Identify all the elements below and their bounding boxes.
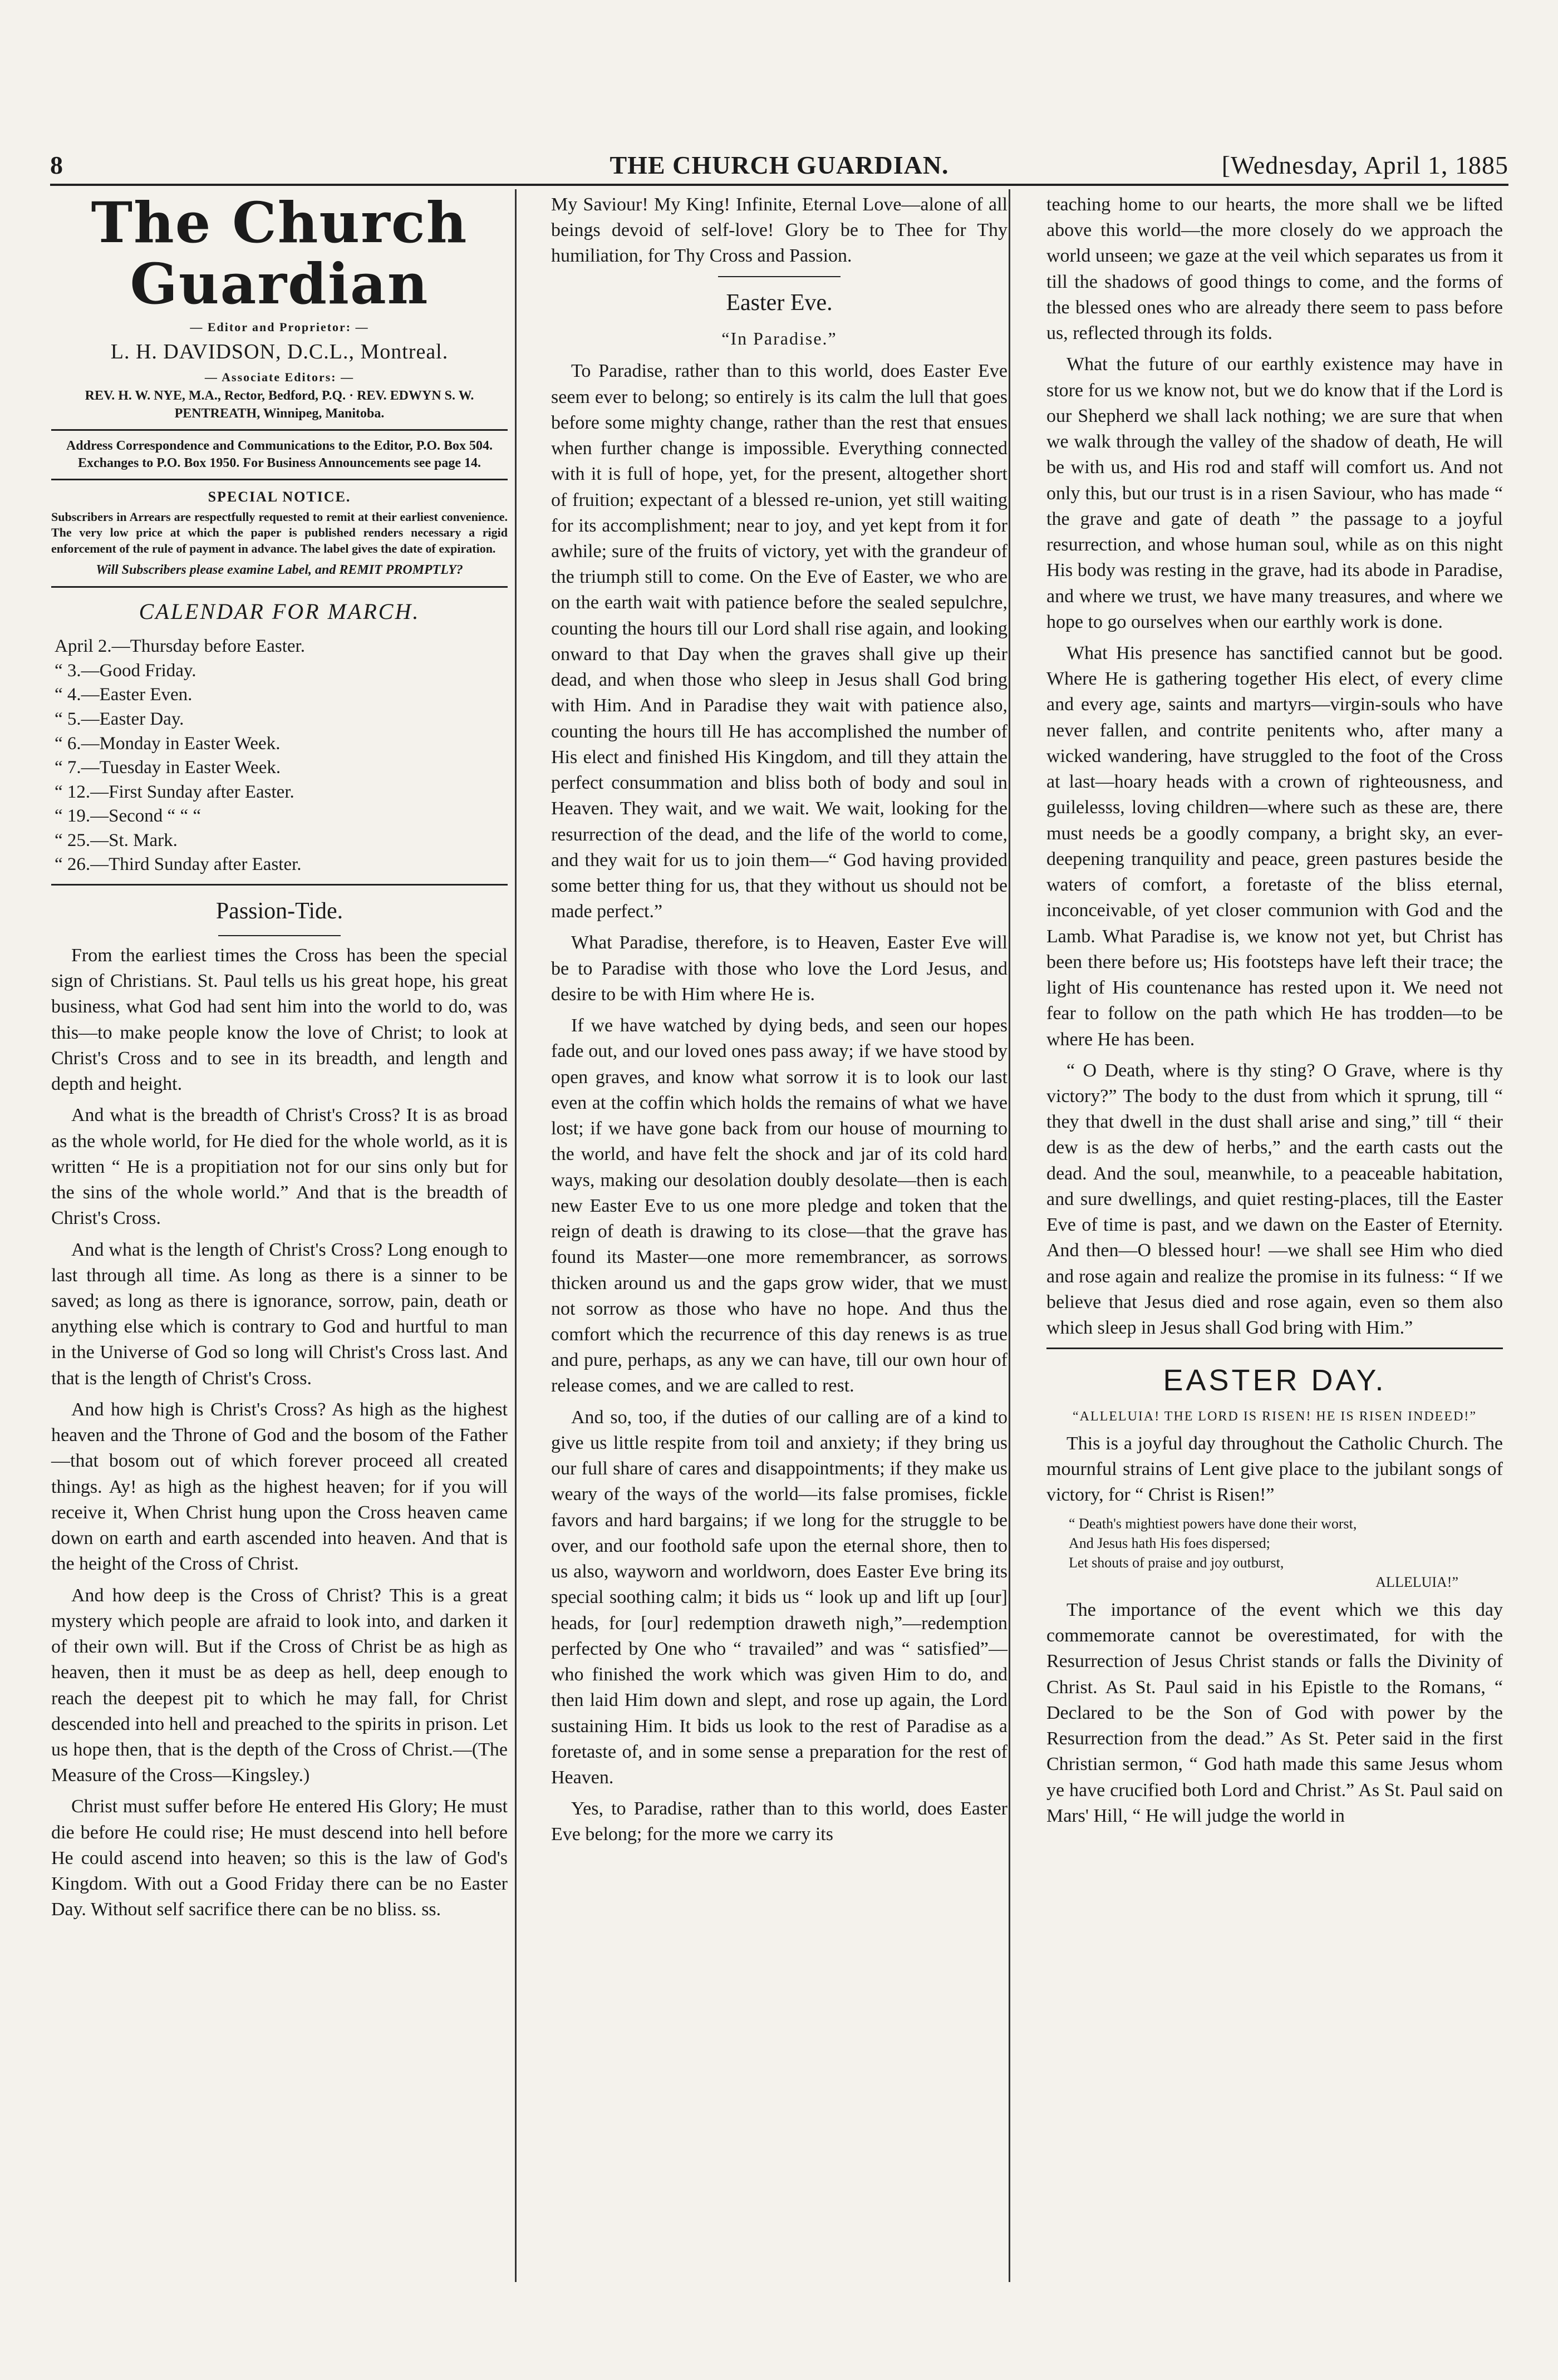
calendar-item: “ 26.—Third Sunday after Easter. <box>55 854 302 875</box>
column-1 <box>51 192 508 1929</box>
article-paragraph: And how high is Christ's Cross? As high as the highest heaven and the Throne of God and the bosom of the Father—that bosom out of which forever proceed all created things. Ay! as high as the highest heaven; for if you will receive it, When Christ hung upon the Cross heaven came down on earth and earth ascended into heaven. And that is the height of the Cross of Christ. <box>51 1399 508 1575</box>
calendar-item: “ 12.—First Sunday after Easter. <box>55 781 294 802</box>
calendar-item: April 2.—Thursday before Easter. <box>55 636 305 657</box>
calendar-item: “ 7.—Tuesday in Easter Week. <box>55 758 281 778</box>
article-paragraph: Yes, to Paradise, rather than to this world, does Easter Eve belong; for the more we carry its <box>551 1798 1007 1845</box>
poem-line: “ Death's mightiest powers have done their worst, <box>1069 1515 1357 1532</box>
article-paragraph: What the future of our earthly existence may have in store for us we know not, but we do know that if the Lord is our Shepherd we shall lack nothing; we are sure that when we walk through the valley of the shadow of death, He will be with us, and His rod and staff will comfort us. And not only this, but our trust is in a risen Saviour, who has made “ the grave and gate of death ” the passage to a joyful resurrection, and whose human soul, while as on this night His body was resting in the grave, had its abode in Paradise, and where we trust, we have many treasures, and where we hope to go ourselves when our earthly work is done. <box>1046 354 1503 632</box>
column-2 <box>551 192 1007 1853</box>
divider <box>1046 1348 1503 1349</box>
poem-line: And Jesus hath His foes dispersed; <box>1069 1535 1270 1551</box>
article-paragraph: From the earliest times the Cross has been the special sign of Christians. St. Paul tells us his great hope, his great business, what God had sent him into the world to do, was this—to make people know the love of Christ; to look at Christ's Cross and to see in its breadth, and length and depth and height. <box>51 945 508 1095</box>
special-notice: Subscribers in Arrears are respectfully requested to remit at their earliest convenience. The very low price at which the paper is published renders necessary a rigid enforcement of the rule of payment in advance. The label gives the date of expiration. <box>51 509 508 555</box>
poem <box>1069 1514 1503 1592</box>
article-paragraph: What Paradise, therefore, is to Heaven, Easter Eve will be to Paradise with those who love the Lord Jesus, and desire to be with Him where He is. <box>551 932 1007 1005</box>
divider <box>51 586 508 588</box>
article-paragraph: Christ must suffer before He entered His Glory; He must die before He could rise; He must descend into hell before He could ascend into heaven; so this is the law of God's Kingdom. With out a Good Friday there can be no Easter Day. Without self sacrifice there can be no bliss. ss. <box>51 1796 508 1920</box>
passion-tide-title: Passion-Tide. <box>215 898 343 924</box>
poem-line: Let shouts of praise and joy outburst, <box>1069 1554 1284 1571</box>
column-divider <box>1009 189 1010 2282</box>
divider <box>218 935 341 936</box>
associate-line: — Associate Editors: — <box>204 370 355 384</box>
article-paragraph: What His presence has sanctified cannot but be good. Where He is gathering together His elect, of every clime and every age, saints and martyrs—virgin-souls who have never fallen, and contrite penitents who, after many a wicked wandering, have struggled to the foot of the Cross at last—hoary heads with a crown of righteousness, and guilelesss, loving children—where such as these are, there must needs be a goodly company, a bright sky, an ever-deepening tranquility and peace, green pastures beside the waters of comfort, a foretaste of the bliss eternal, inconceivable, of yet closer communion with God and the Lamb. What Paradise is, we know not yet, but Christ has been there before us; His footsteps have left their trace; the light of His countenance has rested upon it. We need not fear to follow on the path which He has trodden—to be where He has been. <box>1046 642 1503 1050</box>
article-paragraph: “ O Death, where is thy sting? O Grave, where is thy victory?” The body to the dust from which it sprung, till “ they that dwell in the dust shall arise and sing,” till “ their dew is as the dew of herbs,” and the earth casts out the dead. And the soul, meanwhile, to a peaceable habitation, and sure dwellings, and quiet resting-places, till the Easter Eve of time is past, and we dawn on the Easter of Eternity. And then—O blessed hour! —we shall see Him who died and rose again and realize the promise in its fulness: “ If we believe that Jesus died and rose again, even so them also which sleep in Jesus shall God bring with Him.” <box>1046 1060 1503 1339</box>
poem-line: ALLELUIA!” <box>1375 1573 1458 1590</box>
article-paragraph: teaching home to our hearts, the more shall we be lifted above this world—the more closely do we approach the world unseen; we gaze at the veil which separates us from it till the shadows of good things to come, and the forms of the blessed ones who are already there seem to pass before us, reflected through its folds. <box>1046 194 1503 344</box>
editor-name: L. H. DAVIDSON, D.C.L., Montreal. <box>110 340 449 363</box>
address-notice: Address Correspondence and Communications to the Editor, P.O. Box 504. Exchanges to P.O. Box 1950. For Business Announcements see page 14. <box>66 438 493 471</box>
calendar-list <box>51 635 508 877</box>
divider <box>51 884 508 886</box>
calendar-title: CALENDAR FOR MARCH. <box>139 599 420 624</box>
page-header <box>50 150 1508 195</box>
calendar-item: “ 25.—St. Mark. <box>55 830 178 850</box>
easter-day-subtitle: “ALLELUIA! THE LORD IS RISEN! HE IS RISEN INDEED!” <box>1072 1409 1477 1424</box>
page-number: 8 <box>50 151 63 179</box>
article-paragraph: The importance of the event which we this day commemorate cannot be overestimated, for with the Resurrection of Jesus Christ stands or falls the Divinity of Christ. As St. Paul said in his Epistle to the Romans, “ Declared to be the Son of God with power by the Resurrection from the dead.” As St. Peter said in the first Christian sermon, “ God hath made this same Jesus whom ye have crucified both Lord and Christ.” As St. Paul said on Mars' Hill, “ He will judge the world in <box>1046 1600 1503 1826</box>
article-paragraph: And how deep is the Cross of Christ? This is a great mystery which people are afraid to look into, and darken it of their own will. But if the Cross of Christ be as high as heaven, then it must be as deep as hell, deep enough to reach the deepest pit to which he may fall, for Christ descended into hell and preached to the spirits in prison. Let us hope then, that is the depth of the Cross of Christ.—(The Measure of the Cross—Kingsley.) <box>51 1585 508 1786</box>
article-paragraph: To Paradise, rather than to this world, does Easter Eve seem ever to belong; so entirely is its calm the lull that goes before some mighty change, rather than the rest that ensues when further change is impossible. Everything connected with it is full of hope, yet, for the present, altogether short of fruition; expectant of a blessed re-union, yet still waiting for its accomplishment; near to joy, and yet kept from it for awhile; sure of the fruits of victory, yet with the grandeur of the triumph still to come. On the Eve of Easter, we who are on the earth wait with patience before the sealed sepulchre, counting the hours till our Lord shall rise again, and looking onward to that Day when the graves shall give up their dead, and when those who sleep in Jesus shall God bring with Him. And in Paradise they wait with patience also, counting the hours till He has accomplished the number of His elect and finished His Kingdom, and till they attain the perfect consummation and bliss both of body and soul in Heaven. They wait, and we wait. We wait, looking for the resurrection of the dead, and the life of the world to come, and they wait for us to join them—“ God having provided some better thing for us, that they without us should not be made perfect.” <box>551 361 1007 922</box>
article-paragraph: This is a joyful day throughout the Catholic Church. The mournful strains of Lent give place to the jubilant songs of victory, for “ Christ is Risen!” <box>1046 1433 1503 1506</box>
calendar-item: “ 5.—Easter Day. <box>55 709 184 730</box>
divider <box>51 479 508 480</box>
masthead-title: The Church Guardian <box>91 190 468 317</box>
calendar-item: “ 6.—Monday in Easter Week. <box>55 733 281 754</box>
associate-editors: REV. H. W. NYE, M.A., Rector, Bedford, P.Q. · REV. EDWYN S. W. PENTREATH, Winnipeg, Manitoba. <box>85 389 474 421</box>
newspaper-title: THE CHURCH GUARDIAN. <box>610 151 949 179</box>
easter-eve-title: Easter Eve. <box>726 289 833 316</box>
article-paragraph: And what is the breadth of Christ's Cross? It is as broad as the whole world, for He died for the whole world, as it is written “ He is a propitiation not for our sins only but for the sins of the whole world.” And that is the breadth of Christ's Cross. <box>51 1105 508 1229</box>
column-divider <box>515 189 517 2282</box>
divider <box>51 429 508 431</box>
calendar-item: “ 19.—Second “ “ “ <box>55 806 201 827</box>
special-notice-title: SPECIAL NOTICE. <box>208 489 351 505</box>
issue-date: [Wednesday, April 1, 1885 <box>1221 151 1508 179</box>
article-paragraph: If we have watched by dying beds, and seen our hopes fade out, and our loved ones pass away; if we have stood by open graves, and know what sorrow it is to look our last even at the coffin which holds the remains of what we have lost; if we have gone back from our house of mourning to the world, and have felt the shock and jar of its cold hard ways, making our desolation doubly desolate—then is each new Easter Eve to us one more pledge and token that the reign of death is drawing to its close—that the grave has found its Master—one more remembrancer, as sorrows thicken around us and the gaps grow wider, that we must not sorrow as those who have no hope. And thus the comfort which the recurrence of this day renews is as true and pure, perhaps, as any we can have, till our own hour of release comes, and we are called to rest. <box>551 1015 1007 1396</box>
article-paragraph: And so, too, if the duties of our calling are of a kind to give us little respite from toil and anxiety; if they bring us our full share of cares and disappointments; if they make us weary of the ways of the world—its false promises, fickle favors and hard bargains; if we long for the struggle to be over, and our foothold safe upon the eternal shore, then to us also, wayworn and worldworn, does Easter Eve bring its special soothing calm; it bids us “ look up and lift up [our] heads, for [our] redemption draweth nigh,”—redemption perfected by One who “ travailed” and was “ satisfied”—who finished the work which was given Him to do, and then laid Him down and slept, and rose up again, the Lord sustaining Him. It bids us look to the rest of Paradise as a foretaste of, and in some sense a preparation for the rest of Heaven. <box>551 1407 1007 1788</box>
calendar-item: “ 3.—Good Friday. <box>55 660 196 681</box>
easter-eve-subtitle: “In Paradise.” <box>721 328 837 348</box>
remit-notice: Will Subscribers please examine Label, and REMIT PROMPTLY? <box>96 563 463 578</box>
easter-day-title: EASTER DAY. <box>1163 1364 1387 1398</box>
divider <box>718 276 841 277</box>
prayer-intro: My Saviour! My King! Infinite, Eternal Love—alone of all beings devoid of self-love! Glory be to Thee for Thy humiliation, for Thy Cross and Passion. <box>551 194 1007 267</box>
column-3 <box>1046 192 1503 1835</box>
header-rule <box>50 184 1508 186</box>
calendar-item: “ 4.—Easter Even. <box>55 685 193 705</box>
editor-line: — Editor and Proprietor: — <box>190 320 369 334</box>
article-paragraph: And what is the length of Christ's Cross? Long enough to last through all time. As long as there is a sinner to be saved; as long as there is ignorance, sorrow, pain, death or anything else which is contrary to God and hurtful to man in the Universe of God so long will Christ's Cross last. And that is the length of Christ's Cross. <box>51 1239 508 1389</box>
